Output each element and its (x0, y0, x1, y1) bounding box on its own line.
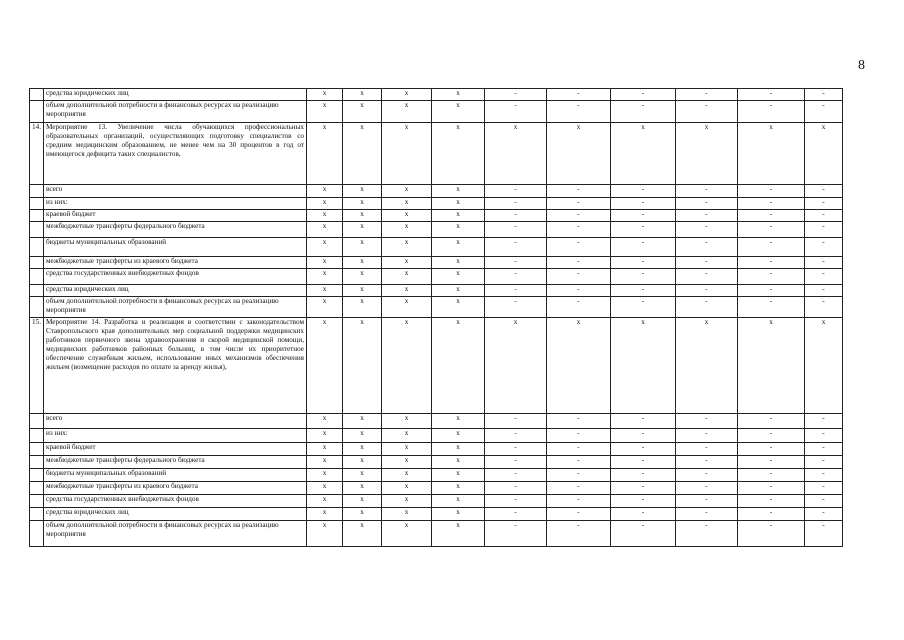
value-cell: - (485, 521, 547, 547)
value-cell: - (611, 482, 676, 495)
value-cell: - (547, 257, 611, 269)
value-cell: - (805, 297, 843, 318)
value-cell: - (805, 185, 843, 198)
value-cell: - (738, 89, 805, 101)
value-cell: x (343, 521, 382, 547)
row-number (30, 414, 44, 429)
value-cell: - (805, 508, 843, 521)
value-cell: - (611, 285, 676, 297)
value-cell: - (485, 198, 547, 210)
value-cell: - (676, 469, 738, 482)
value-cell: x (805, 318, 843, 414)
row-label: краевой бюджет (44, 210, 307, 222)
value-cell: x (547, 123, 611, 185)
value-cell: - (805, 198, 843, 210)
value-cell: x (307, 482, 343, 495)
value-cell: - (738, 198, 805, 210)
value-cell: - (485, 257, 547, 269)
row-number (30, 210, 44, 222)
table-row (30, 257, 843, 269)
table-row (30, 185, 843, 198)
value-cell: x (432, 456, 485, 469)
row-number (30, 495, 44, 508)
value-cell: x (307, 89, 343, 101)
row-label: краевой бюджет (44, 443, 307, 456)
value-cell: - (738, 101, 805, 123)
value-cell: x (382, 257, 432, 269)
row-number (30, 508, 44, 521)
value-cell: - (485, 297, 547, 318)
value-cell: x (382, 318, 432, 414)
value-cell: x (307, 269, 343, 285)
value-cell: x (343, 508, 382, 521)
value-cell: x (307, 495, 343, 508)
table-row (30, 443, 843, 456)
value-cell: - (611, 297, 676, 318)
value-cell: x (432, 297, 485, 318)
value-cell: - (738, 257, 805, 269)
value-cell: - (738, 429, 805, 443)
value-cell: x (307, 429, 343, 443)
value-cell: - (676, 238, 738, 257)
value-cell: x (432, 508, 485, 521)
row-label: средства юридических лиц (44, 89, 307, 101)
value-cell: x (307, 285, 343, 297)
value-cell: - (547, 238, 611, 257)
value-cell: x (343, 318, 382, 414)
value-cell: - (738, 269, 805, 285)
value-cell: - (805, 222, 843, 238)
value-cell: - (547, 101, 611, 123)
value-cell: - (738, 210, 805, 222)
value-cell: - (611, 456, 676, 469)
value-cell: - (547, 429, 611, 443)
value-cell: x (432, 482, 485, 495)
value-cell: x (382, 210, 432, 222)
value-cell: - (547, 210, 611, 222)
value-cell: x (307, 443, 343, 456)
row-label: средства государственных внебюджетных фондов (44, 269, 307, 285)
row-number (30, 456, 44, 469)
value-cell: - (805, 101, 843, 123)
row-number (30, 89, 44, 101)
value-cell: x (343, 285, 382, 297)
value-cell: x (432, 469, 485, 482)
row-label: средства юридических лиц (44, 285, 307, 297)
value-cell: x (307, 257, 343, 269)
value-cell: x (307, 508, 343, 521)
row-label: объем дополнительной потребности в финансовых ресурсах на реализацию мероприятия (44, 521, 307, 547)
value-cell: - (805, 210, 843, 222)
value-cell: x (485, 318, 547, 414)
value-cell: x (432, 443, 485, 456)
row-label: всего (44, 414, 307, 429)
value-cell: - (676, 297, 738, 318)
table-row (30, 521, 843, 547)
value-cell: x (738, 123, 805, 185)
value-cell: - (676, 269, 738, 285)
row-number (30, 238, 44, 257)
value-cell: - (547, 456, 611, 469)
value-cell: x (307, 469, 343, 482)
row-number: 15. (30, 318, 44, 414)
value-cell: x (343, 456, 382, 469)
value-cell: - (547, 508, 611, 521)
value-cell: - (485, 456, 547, 469)
value-cell: x (382, 508, 432, 521)
value-cell: x (382, 469, 432, 482)
value-cell: x (382, 521, 432, 547)
value-cell: x (343, 443, 382, 456)
row-number (30, 482, 44, 495)
row-label: межбюджетные трансферты федерального бюджета (44, 456, 307, 469)
table-row (30, 238, 843, 257)
value-cell: - (611, 443, 676, 456)
value-cell: - (547, 185, 611, 198)
value-cell: - (805, 443, 843, 456)
value-cell: - (676, 101, 738, 123)
value-cell: x (343, 222, 382, 238)
value-cell: - (547, 521, 611, 547)
value-cell: - (805, 495, 843, 508)
value-cell: - (805, 285, 843, 297)
value-cell: - (485, 429, 547, 443)
value-cell: x (307, 297, 343, 318)
value-cell: x (343, 469, 382, 482)
row-number (30, 469, 44, 482)
value-cell: x (307, 185, 343, 198)
value-cell: - (485, 185, 547, 198)
value-cell: - (485, 414, 547, 429)
table-row (30, 123, 843, 185)
value-cell: x (382, 482, 432, 495)
value-cell: x (432, 495, 485, 508)
value-cell: - (805, 414, 843, 429)
table-row (30, 318, 843, 414)
table-row (30, 429, 843, 443)
value-cell: - (676, 414, 738, 429)
value-cell: - (805, 469, 843, 482)
value-cell: - (547, 285, 611, 297)
value-cell: - (676, 495, 738, 508)
row-number (30, 429, 44, 443)
value-cell: - (611, 469, 676, 482)
value-cell: x (343, 482, 382, 495)
row-label: всего (44, 185, 307, 198)
value-cell: - (676, 210, 738, 222)
value-cell: x (307, 222, 343, 238)
value-cell: - (676, 89, 738, 101)
value-cell: - (676, 198, 738, 210)
value-cell: - (485, 89, 547, 101)
value-cell: - (805, 257, 843, 269)
value-cell: x (307, 521, 343, 547)
budget-table (29, 88, 843, 547)
value-cell: - (547, 495, 611, 508)
row-label: объем дополнительной потребности в финансовых ресурсах на реализацию мероприятия (44, 101, 307, 123)
value-cell: - (611, 222, 676, 238)
value-cell: - (485, 210, 547, 222)
value-cell: - (738, 508, 805, 521)
row-number (30, 101, 44, 123)
value-cell: - (611, 269, 676, 285)
value-cell: - (485, 482, 547, 495)
table-row (30, 469, 843, 482)
row-label: средства юридических лиц (44, 508, 307, 521)
row-label: из них: (44, 198, 307, 210)
table-row (30, 482, 843, 495)
table-row (30, 414, 843, 429)
value-cell: x (432, 285, 485, 297)
value-cell: - (547, 222, 611, 238)
value-cell: - (611, 495, 676, 508)
row-number (30, 198, 44, 210)
value-cell: x (738, 318, 805, 414)
value-cell: x (382, 222, 432, 238)
row-label: бюджеты муниципальных образований (44, 238, 307, 257)
value-cell: x (307, 210, 343, 222)
value-cell: - (547, 469, 611, 482)
value-cell: - (676, 257, 738, 269)
row-number (30, 185, 44, 198)
value-cell: x (432, 222, 485, 238)
value-cell: x (432, 269, 485, 285)
value-cell: - (805, 429, 843, 443)
value-cell: x (382, 269, 432, 285)
row-number (30, 269, 44, 285)
value-cell: x (382, 285, 432, 297)
row-label: межбюджетные трансферты из краевого бюджета (44, 257, 307, 269)
value-cell: x (382, 414, 432, 429)
value-cell: - (738, 495, 805, 508)
table-row (30, 210, 843, 222)
value-cell: - (485, 222, 547, 238)
value-cell: x (343, 429, 382, 443)
value-cell: x (611, 318, 676, 414)
value-cell: - (738, 222, 805, 238)
value-cell: x (432, 257, 485, 269)
value-cell: - (676, 508, 738, 521)
value-cell: - (738, 185, 805, 198)
value-cell: - (547, 482, 611, 495)
value-cell: - (738, 285, 805, 297)
value-cell: x (307, 198, 343, 210)
row-label: межбюджетные трансферты из краевого бюджета (44, 482, 307, 495)
value-cell: x (547, 318, 611, 414)
table-row (30, 297, 843, 318)
value-cell: - (485, 238, 547, 257)
value-cell: x (611, 123, 676, 185)
value-cell: - (676, 521, 738, 547)
value-cell: - (485, 508, 547, 521)
value-cell: - (547, 443, 611, 456)
value-cell: - (611, 101, 676, 123)
value-cell: x (676, 123, 738, 185)
value-cell: x (343, 185, 382, 198)
row-number (30, 257, 44, 269)
row-number (30, 443, 44, 456)
value-cell: - (485, 495, 547, 508)
table-row (30, 198, 843, 210)
value-cell: - (738, 297, 805, 318)
value-cell: x (432, 89, 485, 101)
value-cell: x (343, 238, 382, 257)
value-cell: x (343, 269, 382, 285)
value-cell: - (611, 89, 676, 101)
value-cell: - (676, 482, 738, 495)
value-cell: - (738, 238, 805, 257)
value-cell: x (307, 456, 343, 469)
row-number (30, 285, 44, 297)
row-number: 14. (30, 123, 44, 185)
table-row (30, 456, 843, 469)
value-cell: - (485, 269, 547, 285)
row-number (30, 297, 44, 318)
table-row (30, 269, 843, 285)
value-cell: - (738, 482, 805, 495)
page-number: 8 (858, 58, 865, 73)
value-cell: x (307, 101, 343, 123)
value-cell: x (307, 318, 343, 414)
value-cell: x (432, 198, 485, 210)
table-row (30, 285, 843, 297)
row-number (30, 222, 44, 238)
value-cell: x (382, 123, 432, 185)
value-cell: x (382, 101, 432, 123)
value-cell: - (611, 210, 676, 222)
value-cell: - (611, 185, 676, 198)
value-cell: x (343, 495, 382, 508)
value-cell: - (676, 429, 738, 443)
value-cell: - (485, 101, 547, 123)
value-cell: - (676, 285, 738, 297)
value-cell: - (805, 482, 843, 495)
value-cell: x (432, 123, 485, 185)
value-cell: - (805, 238, 843, 257)
value-cell: - (676, 456, 738, 469)
table-row (30, 508, 843, 521)
row-label: Мероприятие 13. Увеличение числа обучающихся профессиональных образовательных организаций, осуществляющих подготовку специалистов со средним медицинским образованием, не менее чем на 30 процентов в год от имеющегося дефицита таких специалистов, (44, 123, 307, 185)
value-cell: - (676, 185, 738, 198)
value-cell: x (307, 414, 343, 429)
value-cell: x (382, 429, 432, 443)
row-label: бюджеты муниципальных образований (44, 469, 307, 482)
value-cell: x (805, 123, 843, 185)
value-cell: x (382, 443, 432, 456)
value-cell: - (485, 443, 547, 456)
table-row (30, 89, 843, 101)
value-cell: x (432, 414, 485, 429)
value-cell: - (547, 89, 611, 101)
value-cell: - (547, 269, 611, 285)
value-cell: x (343, 414, 382, 429)
value-cell: - (611, 414, 676, 429)
value-cell: x (432, 429, 485, 443)
value-cell: - (805, 89, 843, 101)
value-cell: x (382, 297, 432, 318)
value-cell: x (343, 297, 382, 318)
value-cell: x (485, 123, 547, 185)
value-cell: x (343, 123, 382, 185)
value-cell: x (343, 89, 382, 101)
row-label: межбюджетные трансферты федерального бюджета (44, 222, 307, 238)
table-row (30, 222, 843, 238)
value-cell: - (611, 198, 676, 210)
value-cell: x (432, 238, 485, 257)
row-label: из них: (44, 429, 307, 443)
value-cell: x (343, 257, 382, 269)
row-label: объем дополнительной потребности в финансовых ресурсах на реализацию мероприятия (44, 297, 307, 318)
value-cell: x (307, 123, 343, 185)
value-cell: - (485, 285, 547, 297)
value-cell: x (432, 521, 485, 547)
value-cell: x (382, 495, 432, 508)
value-cell: x (432, 318, 485, 414)
value-cell: x (676, 318, 738, 414)
value-cell: - (738, 469, 805, 482)
value-cell: - (547, 414, 611, 429)
value-cell: - (738, 443, 805, 456)
value-cell: x (382, 198, 432, 210)
value-cell: - (738, 521, 805, 547)
value-cell: x (432, 210, 485, 222)
table-row (30, 495, 843, 508)
value-cell: - (611, 508, 676, 521)
value-cell: - (738, 456, 805, 469)
row-label: средства государственных внебюджетных фондов (44, 495, 307, 508)
value-cell: - (547, 297, 611, 318)
value-cell: x (307, 238, 343, 257)
value-cell: - (676, 222, 738, 238)
value-cell: - (611, 429, 676, 443)
value-cell: x (343, 210, 382, 222)
value-cell: - (611, 521, 676, 547)
value-cell: x (382, 456, 432, 469)
value-cell: x (382, 185, 432, 198)
value-cell: - (485, 469, 547, 482)
row-number (30, 521, 44, 547)
value-cell: - (611, 257, 676, 269)
value-cell: - (611, 238, 676, 257)
value-cell: x (432, 185, 485, 198)
value-cell: x (432, 101, 485, 123)
value-cell: - (547, 198, 611, 210)
value-cell: - (805, 269, 843, 285)
value-cell: x (343, 101, 382, 123)
table-row (30, 101, 843, 123)
value-cell: - (676, 443, 738, 456)
value-cell: - (738, 414, 805, 429)
value-cell: - (805, 456, 843, 469)
value-cell: x (382, 238, 432, 257)
value-cell: x (382, 89, 432, 101)
value-cell: - (805, 521, 843, 547)
row-label: Мероприятие 14. Разработка и реализация в соответствии с законодательством Ставропольского края дополнительных мер социальной поддержки медицинских работников первичного звена здравоохранения и скорой медицинской помощи, медицинских работников районных больниц, в том числе их приоритетное обеспечение служебным жильем, использование иных механизмов обеспечения жильем (возмещение расходов по оплате за аренду жилья), (44, 318, 307, 414)
value-cell: x (343, 198, 382, 210)
